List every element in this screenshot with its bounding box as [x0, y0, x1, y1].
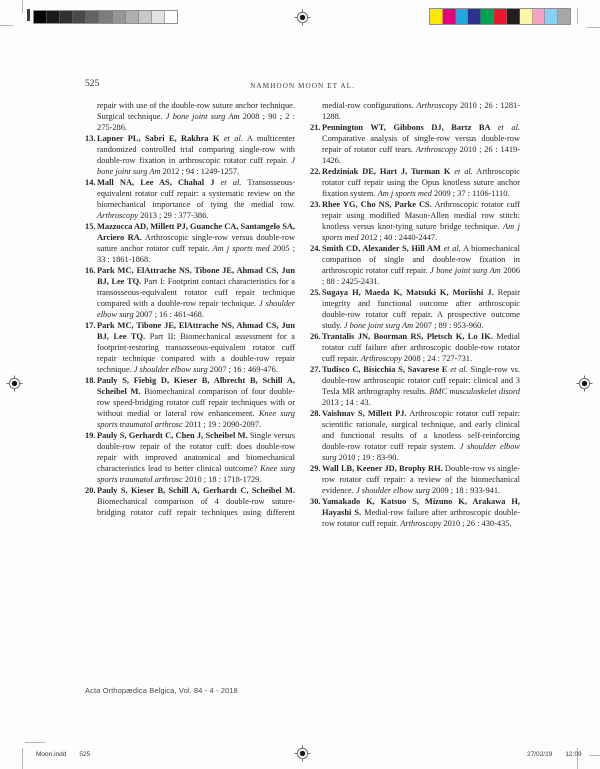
reference-text: 2009 ; 37 : 1106-1110. — [431, 189, 510, 198]
reference-text: Yamakado K, Katsuo S, Mizuno K, Arakawa H, Hayashi S. — [322, 497, 520, 517]
reference-text: medial-row configurations. — [322, 101, 417, 110]
grayscale-calibration-bar — [33, 10, 178, 24]
reference-item — [310, 243, 520, 287]
reference-number: 14. — [85, 178, 96, 187]
reference-text: Arthroscopic rotator cuff repair using the Opus knotless suture anchor fixation system. — [322, 167, 521, 198]
reference-text: et al. — [497, 123, 520, 132]
calibration-swatch — [152, 11, 165, 23]
reference-text: Biomechanical comparison of 4 double-row suture-bridging rotator cuff repair techniques using different — [97, 497, 295, 517]
reference-item — [85, 485, 295, 518]
calibration-swatch — [139, 11, 152, 23]
reference-text: Arthroscopy — [415, 145, 457, 154]
reference-text: Arthroscopic rotator cuff repair: scientific rationale, surgical technique, and early clinical and functional results of a knotless self-reinforcing double-row rotator cuff repair system. — [322, 409, 520, 451]
reference-text: Mall NA, Lee AS, Chahal J — [97, 178, 221, 187]
reference-item — [85, 430, 295, 485]
reference-item — [310, 496, 520, 529]
reference-item — [85, 133, 295, 177]
reference-text: J shoulder elbow surg — [322, 442, 520, 462]
ink-density-mark — [27, 9, 30, 21]
reference-text: Redziniak DE, Hart J, Turman K — [322, 167, 455, 176]
reference-text: Lapner PL, Sabri E, Rakhra K — [97, 134, 224, 143]
reference-text: J shoulder elbow surg — [133, 365, 208, 374]
reference-number: 23. — [310, 200, 321, 209]
reference-text: Single-row vs. double-row arthroscopic rotator cuff repair: clinical and 3 Tesla MR arthrography results. — [322, 365, 520, 396]
calibration-swatch — [47, 11, 60, 23]
reference-text: et al. — [220, 178, 242, 187]
reference-text: Sugaya H, Maeda K, Matsuki K, Moriishi J. — [322, 288, 494, 297]
reference-item — [310, 166, 520, 199]
journal-footer: Acta Orthopædica Belgica, Vol. 84 - 4 - 2018 — [85, 686, 238, 695]
crop-mark — [587, 27, 600, 28]
reference-text: 2007 ; 16 : 469-476. — [207, 365, 278, 374]
reference-text: Park MC, Tibone JE, ElAttrache NS, Ahmad CS, Jun BJ, Lee TQ. — [97, 321, 295, 341]
reference-number: 20. — [85, 486, 96, 495]
reference-text: J bone joint surg Am — [430, 266, 501, 275]
calibration-swatch — [113, 11, 126, 23]
reference-item — [310, 364, 520, 408]
reference-text: 2008 ; 24 : 727-731. — [401, 354, 473, 363]
page-number: 525 — [85, 79, 100, 89]
reference-text: 2007 ; 16 : 461-468. — [133, 310, 204, 319]
reference-text: 2010 ; 26 : 1419-1426. — [322, 145, 520, 165]
reference-text: 2013 ; 29 : 377-386. — [138, 211, 209, 220]
reference-text: Biomechanical comparison of four double-row speed-bridging rotator cuff repair techniques with or without medial or lateral row enhancement. — [97, 387, 295, 418]
reference-text: 2008 ; 90 ; 2 : 275-286. — [97, 112, 295, 132]
reference-number: 17. — [85, 321, 96, 330]
reference-item — [310, 287, 520, 331]
reference-number: 30. — [310, 497, 321, 506]
reference-text: et al. — [454, 167, 473, 176]
reference-text: Tudisco C, Bisicchia S, Savarese E — [322, 365, 451, 374]
reference-number: 18. — [85, 376, 96, 385]
calibration-swatch — [126, 11, 139, 23]
print-slug-right — [527, 751, 582, 758]
reference-text: et al. — [450, 365, 468, 374]
crop-mark — [22, 748, 23, 769]
crop-mark — [22, 0, 23, 13]
reference-number: 19. — [85, 431, 96, 440]
reference-text: A multicenter randomized controlled trial comparing single-row with double-row fixation in arthroscopic rotator cuff repair. — [97, 134, 296, 165]
crop-mark — [0, 25, 13, 26]
reference-text: 2010 ; 26 : 1281-1288. — [322, 101, 521, 121]
reference-number: 13. — [85, 134, 96, 143]
reference-text: Transosseous-equivalent rotator cuff repair: a systematic review on the biomechanical importance of tying the medial row. — [97, 178, 296, 209]
crop-mark — [25, 742, 45, 743]
calibration-swatch — [468, 9, 481, 24]
running-head: NAMHOON MOON ET AL. — [250, 81, 355, 90]
calibration-swatch — [507, 9, 520, 24]
reference-text: BMC musculoskelet disord — [429, 387, 520, 396]
reference-text: J bone joint surg Am — [165, 112, 240, 121]
reference-text: A biomechanical comparison of single and double-row fixation in arthroscopic rotator cuff repair. — [322, 244, 520, 275]
reference-text: Arthroscopy — [97, 211, 139, 220]
reference-number: 21. — [310, 123, 321, 132]
reference-text: J bone joint surg Am — [343, 321, 414, 330]
reference-number: 16. — [85, 266, 96, 275]
reference-number: 26. — [310, 332, 321, 341]
reference-text: Rhee YG, Cho NS, Parke CS. — [322, 200, 432, 209]
slug-time: 12:09 — [565, 751, 582, 758]
reference-text: 2010 ; 26 : 430-435. — [441, 519, 512, 528]
calibration-swatch — [73, 11, 86, 23]
reference-text: repair with use of the double-row suture anchor technique. Surgical technique. — [97, 101, 295, 121]
calibration-swatch — [481, 9, 494, 24]
reference-text: 2006 ; 88 : 2425-2431. — [322, 266, 520, 286]
reference-text: Knee surg sports traumatol arthrosc — [97, 409, 295, 429]
reference-text: Arthroscopic single-row versus double-row suture anchor rotator cuff repair. — [97, 233, 295, 253]
reference-item — [85, 221, 295, 265]
reference-text: Arthroscopic rotator cuff repair using modified Mason-Allen medial row stitch: knotless versus knot-tying suture bridge technique. — [322, 200, 521, 231]
reference-number: 15. — [85, 222, 96, 231]
reference-text: Smith CD, Alexander S, Hill AM — [322, 244, 444, 253]
color-calibration-bar — [429, 8, 571, 25]
calibration-swatch — [60, 11, 73, 23]
reference-text: Pauly S, Kieser B, Schill A, Gerhardt C, Scheibel M. — [97, 486, 295, 495]
reference-text: J bone joint surg Am — [97, 156, 295, 176]
reference-text: Single versus double-row repair of the rotator cuff: does double-row repair with improved anatomical and biomechanical characteristics lead to better clinical outcome? — [97, 431, 296, 473]
crop-mark — [589, 755, 600, 756]
calibration-swatch — [558, 9, 570, 24]
reference-text: 2009 ; 18 : 933-941. — [429, 486, 501, 495]
reference-text: Repair integrity and functional outcome after arthroscopic double-row rotator cuff repair. A prospective outcome study. — [322, 288, 520, 330]
calibration-swatch — [165, 11, 177, 23]
reference-text: Am j sports med — [212, 244, 270, 253]
page-header — [85, 79, 520, 93]
references-column-right — [310, 100, 520, 529]
reference-text: 2011 ; 19 : 2090-2097. — [182, 420, 262, 429]
reference-number: 28. — [310, 409, 321, 418]
slug-page: 525 — [79, 751, 91, 758]
reference-number: 29. — [310, 464, 321, 473]
references-column-left — [85, 100, 295, 529]
reference-text: Comparative analysis of single-row versus double-row repair of rotator cuff tears. — [322, 134, 520, 154]
reference-item — [85, 375, 295, 430]
calibration-swatch — [430, 9, 443, 24]
reference-text: J shoulder elbow surg — [97, 299, 295, 319]
calibration-swatch — [494, 9, 507, 24]
reference-text: Pennington WT, Gibbons DJ, Bartz BA — [322, 123, 498, 132]
slug-filename: Moon.indd — [36, 751, 67, 758]
calibration-swatch — [545, 9, 558, 24]
registration-mark-icon — [294, 9, 311, 26]
calibration-swatch — [34, 11, 47, 23]
reference-text: Arthroscopy — [360, 354, 402, 363]
reference-item — [85, 320, 295, 375]
reference-item — [310, 408, 520, 463]
reference-item — [310, 331, 520, 364]
reference-text: et al. — [223, 134, 243, 143]
reference-item — [85, 177, 295, 221]
registration-mark-icon — [576, 375, 593, 392]
reference-text: 2007 ; 89 : 953-960. — [413, 321, 484, 330]
reference-text: et al. — [443, 244, 461, 253]
registration-mark-icon — [294, 745, 311, 762]
reference-text: Wall LB, Keener JD, Brophy RH. — [322, 464, 443, 473]
references-section — [85, 100, 520, 529]
reference-text: Vaishnav S, Millett PJ. — [322, 409, 407, 418]
reference-item — [310, 463, 520, 496]
reference-text: Arthroscopy — [416, 101, 458, 110]
reference-number: 25. — [310, 288, 321, 297]
calibration-swatch — [456, 9, 469, 24]
reference-text: Mazzocca AD, Millett PJ, Guanche CA, Santangelo SA, Arciero RA. — [97, 222, 295, 242]
slug-date: 27/02/19 — [527, 751, 553, 758]
reference-text: Park MC, ElAttrache NS, Tibone JE, Ahmad CS, Jun BJ, Lee TQ. — [97, 266, 295, 286]
reference-number: 24. — [310, 244, 321, 253]
reference-item — [85, 100, 295, 133]
reference-text: 2012 ; 40 : 2440-2447. — [358, 233, 438, 242]
reference-text: Am j sports med — [377, 189, 432, 198]
reference-text: Medial-row failure after arthroscopic double-row rotator cuff repair. — [322, 508, 520, 528]
reference-text: Part I: Footprint contact characteristics for a transosseous-equivalent rotator cuff repair technique compared with a double-row repair technique. — [97, 277, 295, 308]
reference-text: 2012 ; 94 : 1249-1257. — [160, 167, 240, 176]
reference-text: Arthroscopy — [400, 519, 442, 528]
print-slug-left — [36, 751, 90, 758]
reference-text: Pauly S, Gerhardt C, Chen J, Scheibel M. — [97, 431, 248, 440]
reference-number: 22. — [310, 167, 321, 176]
calibration-swatch — [86, 11, 99, 23]
reference-text: Knee surg sports traumatol arthrosc — [97, 464, 295, 484]
crop-mark — [577, 8, 578, 24]
reference-text: J shoulder elbow surg — [355, 486, 430, 495]
reference-text: 2005 ; 33 : 1861-1868. — [97, 244, 295, 264]
reference-text: 2010 ; 19 : 83-90. — [336, 453, 399, 462]
reference-text: Double-row vs single-row rotator cuff repair: a review of the biomechanical evidence. — [322, 464, 520, 495]
calibration-swatch — [99, 11, 112, 23]
reference-item — [85, 265, 295, 320]
reference-text: Medial rotator cuff failure after arthroscopic double-row rotator cuff repair. — [322, 332, 520, 363]
reference-number: 27. — [310, 365, 321, 374]
reference-text: Am j sports med — [322, 222, 520, 242]
reference-text: 2013 ; 14 : 43. — [322, 398, 371, 407]
reference-item — [310, 199, 520, 243]
reference-text: 2010 ; 18 : 1718-1729. — [182, 475, 262, 484]
calibration-swatch — [520, 9, 533, 24]
reference-text: Part II: Biomechanical assessment for a footprint-restoring transosseous-equivalent rotator cuff repair technique compared with a double-row repair technique. — [97, 332, 296, 374]
registration-mark-icon — [6, 375, 23, 392]
reference-item — [310, 100, 520, 122]
reference-item — [310, 122, 520, 166]
calibration-swatch — [533, 9, 546, 24]
calibration-swatch — [443, 9, 456, 24]
reference-text: Trantalis JN, Boorman RS, Pletsch K, Lo IK. — [322, 332, 493, 341]
reference-text: Pauly S, Fiebig D, Kieser B, Albrecht B, Schill A, Scheibel M. — [97, 376, 295, 396]
